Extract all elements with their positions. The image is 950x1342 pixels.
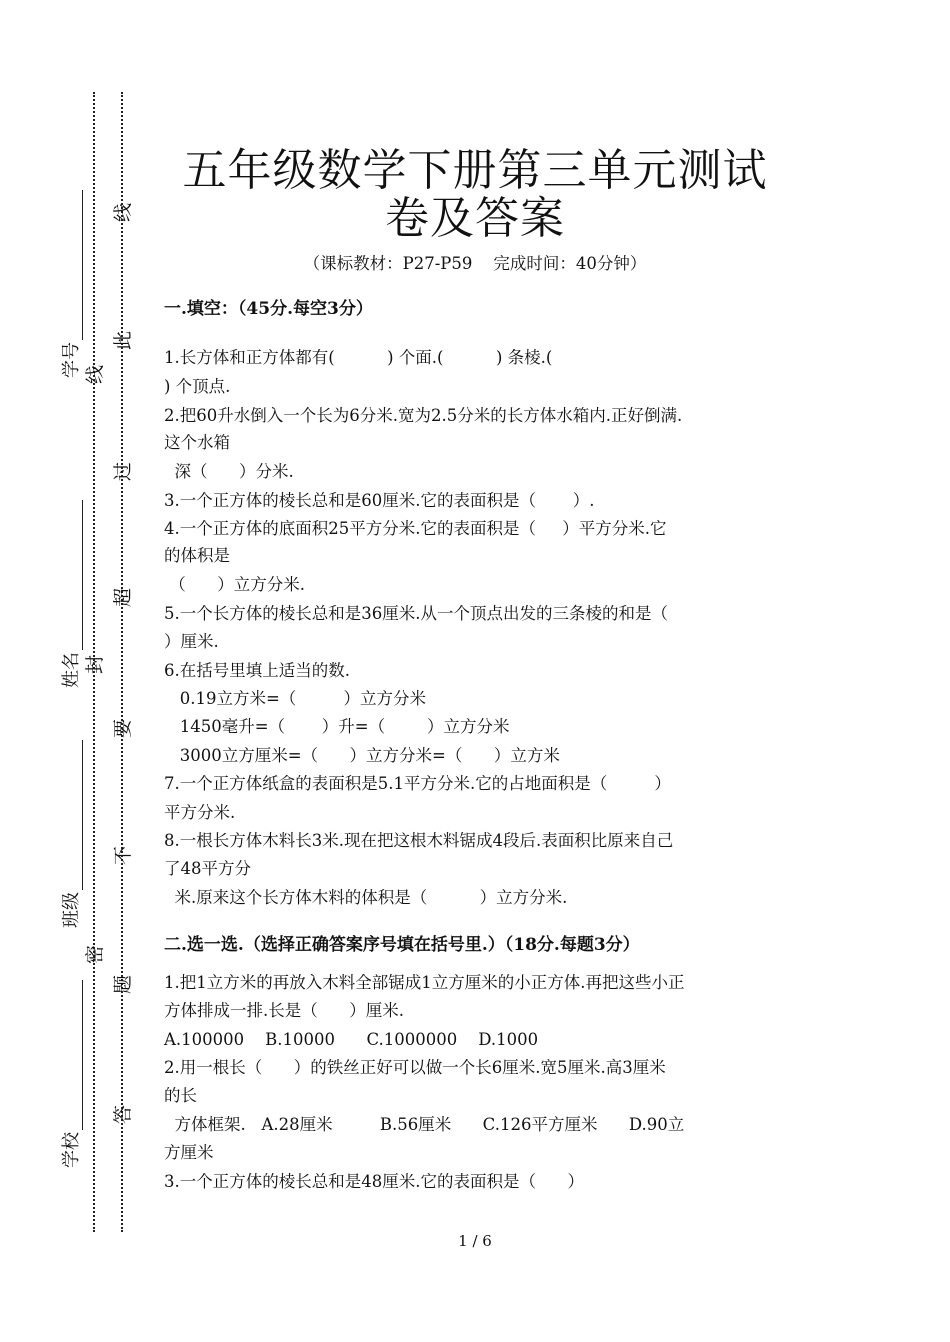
seal-char: 线 (84, 364, 107, 385)
student-id-field: 学号 (57, 168, 81, 378)
question-line: 8.一根长方体木料长3米.现在把这根木料锯成4段后.表面积比原来自己 (164, 831, 674, 850)
question-line: 方体框架. A.28厘米 B.56厘米 C.126平方厘米 D.90立 (164, 1115, 685, 1134)
warning-char: 线 (112, 202, 135, 223)
question-line: 方体排成一排.长是（ ）厘米. (164, 1001, 404, 1020)
page-title-line1: 五年级数学下册第三单元测试 (182, 145, 768, 196)
question-line: 方厘米 (164, 1143, 214, 1162)
binding-dotted-line-inner (121, 92, 123, 1232)
seal-char: 封 (84, 654, 107, 675)
warning-char: 答 (112, 1104, 135, 1125)
class-field: 班级 (57, 718, 81, 928)
question-line: 3.一个正方体的棱长总和是48厘米.它的表面积是（ ） (164, 1172, 584, 1191)
school-field: 学校 (57, 958, 81, 1168)
warning-char: 过 (112, 461, 135, 482)
warning-char: 题 (112, 974, 135, 995)
warning-char: 超 (112, 587, 135, 608)
question-line: （ ）立方分米. (164, 575, 305, 594)
question-line: ）厘米. (164, 632, 219, 651)
question-line: ) 个顶点. (164, 377, 231, 396)
question-line: 这个水箱 (164, 433, 230, 452)
question-line: 米.原来这个长方体木料的体积是（ ）立方分米. (164, 888, 568, 907)
question-line: 5.一个长方体的棱长总和是36厘米.从一个顶点出发的三条棱的和是（ (164, 604, 668, 623)
question-line: 的体积是 (164, 546, 230, 565)
subtitle: （课标教材：P27-P59 完成时间：40分钟） (303, 254, 647, 273)
warning-char: 要 (112, 718, 135, 739)
question-line: 的长 (164, 1086, 197, 1105)
question-line: 2.用一根长（ ）的铁丝正好可以做一个长6厘米.宽5厘米.高3厘米 (164, 1058, 666, 1077)
question-line: 1450毫升=（ ）升=（ ）立方分米 (164, 717, 510, 736)
question-line: 0.19立方米=（ ）立方分米 (164, 689, 427, 708)
page-number: 1 / 6 (458, 1232, 492, 1250)
question-line: 了48平方分 (164, 859, 251, 878)
section-heading-multiple-choice: 二.选一选.（选择正确答案序号填在括号里.）（18分.每题3分） (164, 935, 640, 955)
question-line: 平方分米. (164, 803, 236, 822)
question-line: 1.长方体和正方体都有( ) 个面.( ) 条棱.( (164, 348, 553, 367)
warning-char: 此 (112, 330, 135, 351)
question-line: 4.一个正方体的底面积25平方分米.它的表面积是（ ）平方分米.它 (164, 519, 667, 538)
question-line: 2.把60升水倒入一个长为6分米.宽为2.5分米的长方体水箱内.正好倒满. (164, 406, 683, 425)
question-line: 6.在括号里填上适当的数. (164, 661, 350, 680)
section-heading-fill-blank: 一.填空：（45分.每空3分） (164, 299, 373, 319)
question-line: 深（ ）分米. (164, 462, 294, 481)
question-line: A.100000 B.10000 C.1000000 D.1000 (164, 1030, 539, 1049)
seal-char: 密 (84, 944, 107, 965)
question-line: 7.一个正方体纸盒的表面积是5.1平方分米.它的占地面积是（ ） (164, 774, 671, 793)
question-line: 3.一个正方体的棱长总和是60厘米.它的表面积是（ ）. (164, 491, 595, 510)
page-title-line2: 卷及答案 (385, 193, 565, 244)
name-field: 姓名 (57, 478, 81, 688)
warning-char: 不 (112, 845, 135, 866)
question-line: 1.把1立方米的再放入木料全部锯成1立方厘米的小正方体.再把这些小正 (164, 973, 685, 992)
question-line: 3000立方厘米=（ ）立方分米=（ ）立方米 (164, 746, 560, 765)
